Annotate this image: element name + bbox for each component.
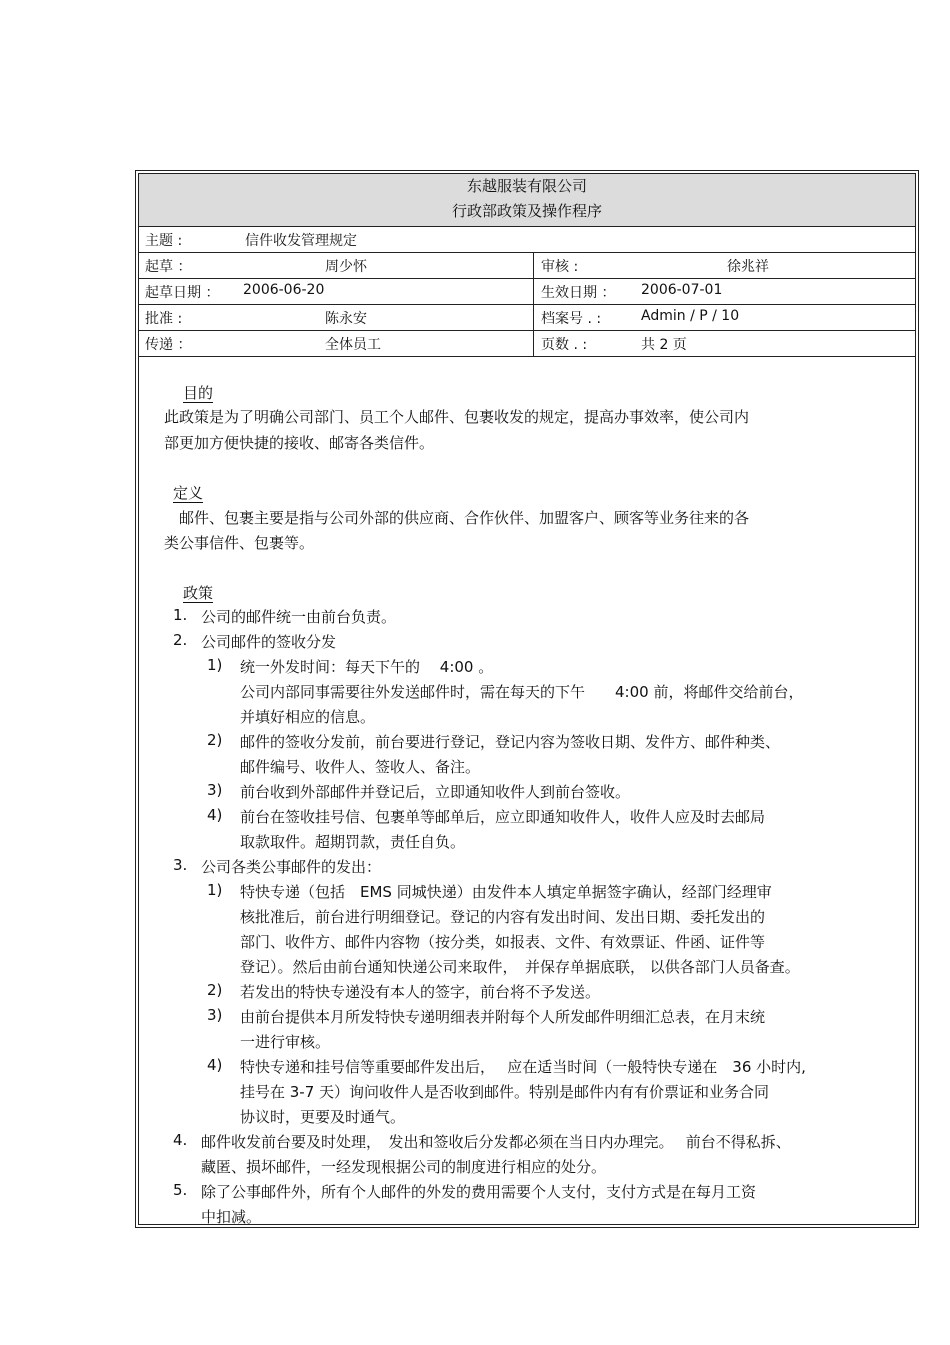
file-number-label: 档案号 . : [541, 311, 602, 327]
policy-item-line: 中扣减。 [201, 1208, 262, 1226]
date-row [139, 279, 915, 305]
list-number: 2. [173, 631, 188, 649]
sub-list-number: 4) [207, 806, 223, 824]
policy-item-line: 邮件收发前台要及时处理， 发出和签收后分发都必须在当日内办理完。 前台不得私拆、 [201, 1133, 791, 1151]
column-divider [533, 279, 534, 304]
sub-list-number: 2) [207, 731, 223, 749]
distribution-value: 全体员工 [325, 337, 381, 353]
column-divider [533, 253, 534, 278]
definition-heading: 定义 [173, 484, 204, 502]
policy-heading: 政策 [183, 584, 214, 602]
drafter-label: 起草 ： [145, 259, 192, 275]
file-number-value: Admin / P / 10 [641, 308, 740, 324]
sub-item-line: 挂号在 3-7 天）询问收件人是否收到邮件。特别是邮件内有有价票证和业务合同 [240, 1083, 770, 1101]
sub-item-line: 登记）。然后由前台通知快递公司来取件， 并保存单据底联， 以供各部门人员备查。 [240, 958, 800, 976]
approver-row [139, 305, 915, 331]
sub-item-line: 若发出的特快专递没有本人的签字，前台将不予发送。 [240, 983, 601, 1001]
company-name: 东越服装有限公司 [466, 177, 587, 195]
purpose-text-line: 部更加方便快捷的接收、邮寄各类信件。 [164, 434, 435, 452]
policy-item-line: 除了公事邮件外，所有个人邮件的外发的费用需要个人支付，支付方式是在每月工资 [201, 1183, 757, 1201]
document-frame [135, 170, 919, 1228]
definition-text-line: 邮件、包裹主要是指与公司外部的供应商、合作伙伴、加盟客户、顾客等业务往来的各 [179, 509, 750, 527]
distribution-label: 传递 ： [145, 337, 192, 353]
draft-date-value: 2006-06-20 [243, 282, 325, 298]
reviewer-value: 徐兆祥 [727, 259, 769, 275]
drafter-value: 周少怀 [325, 259, 367, 275]
approver-label: 批准 : [145, 311, 183, 327]
column-divider [533, 305, 534, 330]
sub-list-number: 1) [207, 656, 223, 674]
sub-list-number: 3) [207, 1006, 223, 1024]
sub-item-line: 统一外发时间：每天下午的 4:00 。 [240, 658, 494, 676]
sub-item-line: 公司内部同事需要往外发送邮件时，需在每天的下午 4:00 前，将邮件交给前台， [240, 683, 804, 701]
sub-item-line: 前台在签收挂号信、包裹单等邮单后，应立即通知收件人，收件人应及时去邮局 [240, 808, 766, 826]
pages-value: 共 2 页 [641, 337, 687, 353]
section-divider [139, 354, 915, 357]
list-number: 5. [173, 1181, 188, 1199]
list-number: 3. [173, 856, 188, 874]
sub-item-line: 部门、收件方、邮件内容物（按分类，如报表、文件、有效票证、件函、证件等 [240, 933, 766, 951]
sub-item-line: 特快专递和挂号信等重要邮件发出后， 应在适当时间（一般特快专递在 36 小时内, [240, 1058, 806, 1076]
subject-label: 主题 : [145, 233, 183, 249]
sub-item-line: 协议时，更要及时通气。 [240, 1108, 406, 1126]
approver-value: 陈永安 [325, 311, 367, 327]
reviewer-label: 审核 : [541, 259, 579, 275]
policy-item-line: 藏匿、损坏邮件，一经发现根据公司的制度进行相应的处分。 [201, 1158, 607, 1176]
policy-item: 公司各类公事邮件的发出： [201, 858, 382, 876]
sub-list-number: 1) [207, 881, 223, 899]
sub-item-line: 取款取件。超期罚款，责任自负。 [240, 833, 466, 851]
policy-item: 公司邮件的签收分发 [201, 633, 337, 651]
document-header [139, 174, 915, 227]
drafter-row [139, 253, 915, 279]
sub-list-number: 3) [207, 781, 223, 799]
sub-list-number: 4) [207, 1056, 223, 1074]
pages-label: 页数 . : [541, 337, 588, 353]
sub-item-line: 并填好相应的信息。 [240, 708, 376, 726]
purpose-text-line: 此政策是为了明确公司部门、员工个人邮件、包裹收发的规定，提高办事效率，使公司内 [164, 408, 750, 426]
column-divider [533, 331, 534, 356]
purpose-heading: 目的 [183, 384, 214, 402]
document-title: 行政部政策及操作程序 [451, 202, 602, 220]
definition-text-line: 类公事信件、包裹等。 [164, 534, 315, 552]
sub-item-line: 前台收到外部邮件并登记后，立即通知收件人到前台签收。 [240, 783, 631, 801]
document-inner-border [138, 173, 916, 1225]
list-number: 1. [173, 606, 188, 624]
policy-item: 公司的邮件统一由前台负责。 [201, 608, 397, 626]
sub-item-line: 一进行审核。 [240, 1033, 331, 1051]
effective-date-label: 生效日期 ： [541, 285, 616, 301]
effective-date-value: 2006-07-01 [641, 282, 723, 298]
sub-item-line: 特快专递（包括 EMS 同城快递）由发件本人填定单据签字确认，经部门经理审 [240, 883, 772, 901]
sub-item-line: 邮件编号、收件人、签收人、备注。 [240, 758, 481, 776]
subject-row [139, 227, 915, 253]
sub-item-line: 核批准后，前台进行明细登记。登记的内容有发出时间、发出日期、委托发出的 [240, 908, 766, 926]
subject-value: 信件收发管理规定 [245, 233, 357, 249]
sub-item-line: 邮件的签收分发前，前台要进行登记，登记内容为签收日期、发件方、邮件种类、 [240, 733, 781, 751]
sub-item-line: 由前台提供本月所发特快专递明细表并附每个人所发邮件明细汇总表，在月末统 [240, 1008, 766, 1026]
sub-list-number: 2) [207, 981, 223, 999]
list-number: 4. [173, 1131, 188, 1149]
draft-date-label: 起草日期 ： [145, 285, 220, 301]
